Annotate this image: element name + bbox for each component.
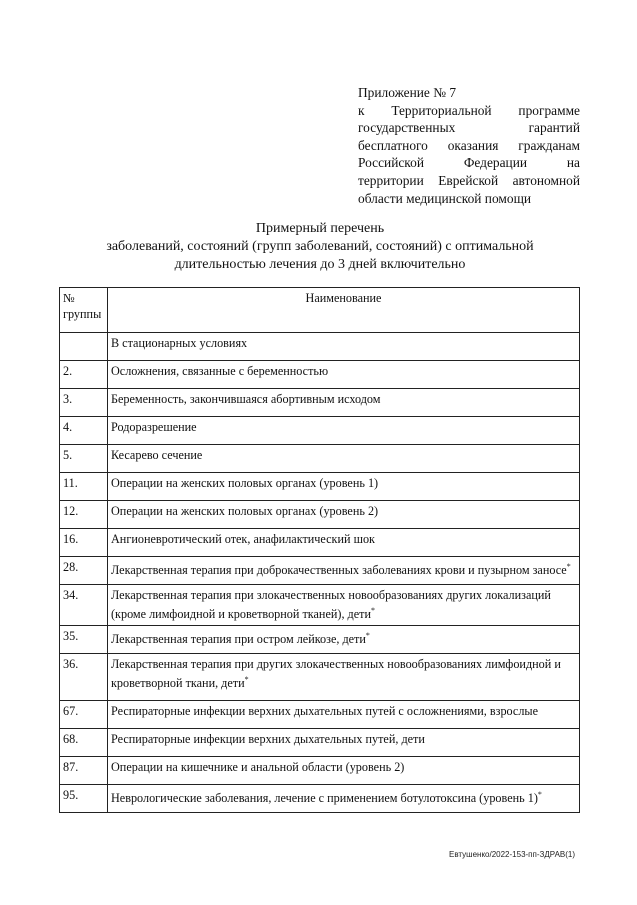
table-row	[60, 654, 580, 701]
group-number-cell: 16.	[60, 529, 108, 557]
table-header-row	[60, 288, 580, 333]
name-cell	[108, 557, 580, 585]
name-text: Респираторные инфекции верхних дыхательных путей с осложнениями, взрослые	[111, 704, 539, 718]
appendix-line: Российской Федерации на	[358, 155, 580, 171]
group-number-cell: 67.	[60, 701, 108, 729]
appendix-block	[358, 84, 580, 207]
group-number-cell: 2.	[60, 361, 108, 389]
table-row	[60, 445, 580, 473]
table-row	[60, 585, 580, 626]
group-number-cell: 5.	[60, 445, 108, 473]
name-cell	[108, 529, 580, 557]
name-cell	[108, 757, 580, 785]
title-line: заболеваний, состояний (групп заболеваний, состояний) с оптимальной	[106, 239, 534, 254]
name-cell	[108, 654, 580, 701]
group-number-cell: 4.	[60, 417, 108, 445]
header-name: Наименование	[108, 288, 580, 333]
name-text: Лекарственная терапия при злокачественных новообразованиях других локализаций (кроме лимфоидной и кроветворной тканей), дети	[111, 588, 551, 622]
group-number-cell: 87.	[60, 757, 108, 785]
table-row	[60, 501, 580, 529]
name-text: Лекарственная терапия при остром лейкозе, дети	[111, 632, 366, 647]
name-text: Респираторные инфекции верхних дыхательных путей, дети	[111, 732, 425, 746]
appendix-line: к Территориальной программе	[358, 102, 580, 118]
group-number-cell	[60, 333, 108, 361]
table-row	[60, 473, 580, 501]
table-row	[60, 757, 580, 785]
appendix-line: области медицинской помощи	[358, 190, 532, 206]
document-title	[60, 220, 580, 274]
name-cell	[108, 729, 580, 757]
group-number-cell: 34.	[60, 585, 108, 626]
name-cell	[108, 626, 580, 654]
appendix-line: территории Еврейской автономной	[358, 172, 580, 188]
name-cell	[108, 701, 580, 729]
footnote-asterisk: *	[365, 631, 370, 640]
name-cell	[108, 585, 580, 626]
footnote-asterisk: *	[371, 606, 375, 615]
appendix-line: государственных гарантий	[358, 120, 580, 136]
table-row	[60, 729, 580, 757]
disease-table	[59, 287, 580, 813]
table-row	[60, 417, 580, 445]
appendix-line: бесплатного оказания гражданам	[358, 137, 580, 153]
group-number-cell: 35.	[60, 626, 108, 654]
name-cell	[108, 361, 580, 389]
table-row	[60, 361, 580, 389]
name-cell	[108, 473, 580, 501]
name-text: Лекарственная терапия при доброкачественных заболеваниях крови и пузырном заносе	[111, 563, 567, 578]
footnote-asterisk: *	[537, 790, 542, 799]
table-row	[60, 557, 580, 585]
table-row	[60, 785, 580, 813]
group-number-cell: 12.	[60, 501, 108, 529]
name-text: Операции на женских половых органах (уровень 2)	[111, 504, 379, 518]
table-row	[60, 529, 580, 557]
name-cell	[108, 785, 580, 813]
name-text: Операции на кишечнике и анальной области (уровень 2)	[111, 760, 405, 774]
group-number-cell: 11.	[60, 473, 108, 501]
name-text: Беременность, закончившаяся абортивным исходом	[111, 392, 381, 406]
name-cell	[108, 445, 580, 473]
group-number-cell: 95.	[60, 785, 108, 813]
title-line: длительностью лечения до 3 дней включительно	[174, 257, 466, 272]
name-text: Неврологические заболевания, лечение с применением ботулотоксина (уровень 1)	[111, 791, 538, 806]
name-cell	[108, 333, 580, 361]
header-group-number: № группы	[60, 288, 108, 333]
appendix-line: Приложение № 7	[358, 85, 457, 100]
group-number-cell: 36.	[60, 654, 108, 701]
name-cell	[108, 417, 580, 445]
name-cell	[108, 501, 580, 529]
name-text: Лекарственная терапия при других злокачественных новообразованиях лимфоидной и кроветворной ткани, дети	[111, 657, 561, 691]
name-text: Родоразрешение	[111, 420, 197, 434]
name-text: Осложнения, связанные с беременностью	[111, 364, 329, 378]
name-text: Кесарево сечение	[111, 448, 203, 462]
name-text: Операции на женских половых органах (уровень 1)	[111, 476, 379, 490]
group-number-cell: 28.	[60, 557, 108, 585]
footnote-asterisk: *	[566, 562, 571, 571]
name-text: Ангионевротический отек, анафилактический шок	[111, 532, 375, 546]
name-text: В стационарных условиях	[111, 336, 248, 350]
title-line: Примерный перечень	[255, 221, 385, 236]
table-row	[60, 389, 580, 417]
group-number-cell: 68.	[60, 729, 108, 757]
table-row	[60, 626, 580, 654]
footer-code: Евтушенко/2022-153-пп-ЗДРАВ(1)	[449, 850, 576, 859]
table-body	[60, 333, 580, 813]
table-row	[60, 701, 580, 729]
name-cell	[108, 389, 580, 417]
footnote-asterisk: *	[244, 675, 249, 684]
group-number-cell: 3.	[60, 389, 108, 417]
table-row	[60, 333, 580, 361]
